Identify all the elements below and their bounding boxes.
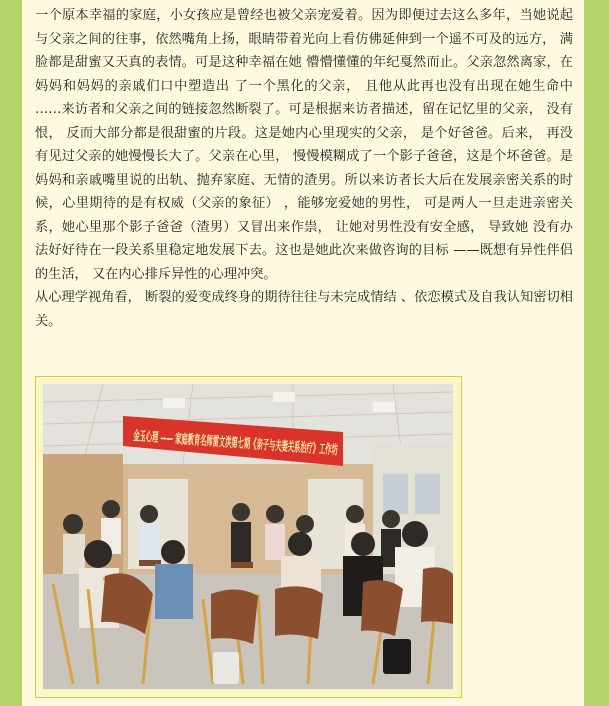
article-page (22, 0, 584, 706)
photo-frame (35, 376, 462, 698)
article-paragraph-2: 从心理学视角看， 断裂的爱变成终身的期待往往与未完成情结 、依恋模式及自我认知密切相关。 (35, 290, 573, 329)
workshop-photo (43, 384, 453, 689)
workshop-photo-illustration (43, 384, 453, 689)
article-paragraph-1: 一个原本幸福的家庭，小女孩应是曾经也被父亲宠爱着。因为即便过去这么多年，当她说起与父亲之间的往事，依然嘴角上扬，眼睛带着光向上看仿佛延伸到一个遥不可及的远方， 满脸都是甜蜜又天真的表情。可是这种幸福在她 懵懵懂懂的年纪戛然而止。父亲忽然离家，在妈妈和妈妈的亲戚们口中塑造出 了一个黑化的父亲， 且他从此再也没有出现在她生命中 ……来访者和父亲之间的链接忽然断裂了。可是根据来访者描述，留在记忆里的父亲， 没有恨， 反而大部分都是很甜蜜的片段。这是她内心里现实的父亲， 是个好爸爸。后来， 再没有见过父亲的她慢慢长大了。父亲在心里， 慢慢模糊成了一个影子爸爸，这是个坏爸爸。是妈妈和亲戚嘴里说的出轨、抛弃家庭、无情的渣男。所以来访者长大后在发展亲密关系的时候，心里期待的是有权威（父亲的象征） ，能够宠爱她的男性， 可是两人一旦走进亲密关系，她心里那个影子爸爸（渣男）又冒出来作祟， 让她对男性没有安全感， 导致她 没有办法好好待在一段关系里稳定地发展下去。这也是她此次来做咨询的目标 ——既想有异性伴侣的生活， 又在内心排斥异性的心理冲突。 (35, 8, 573, 282)
article-body (35, 4, 573, 333)
